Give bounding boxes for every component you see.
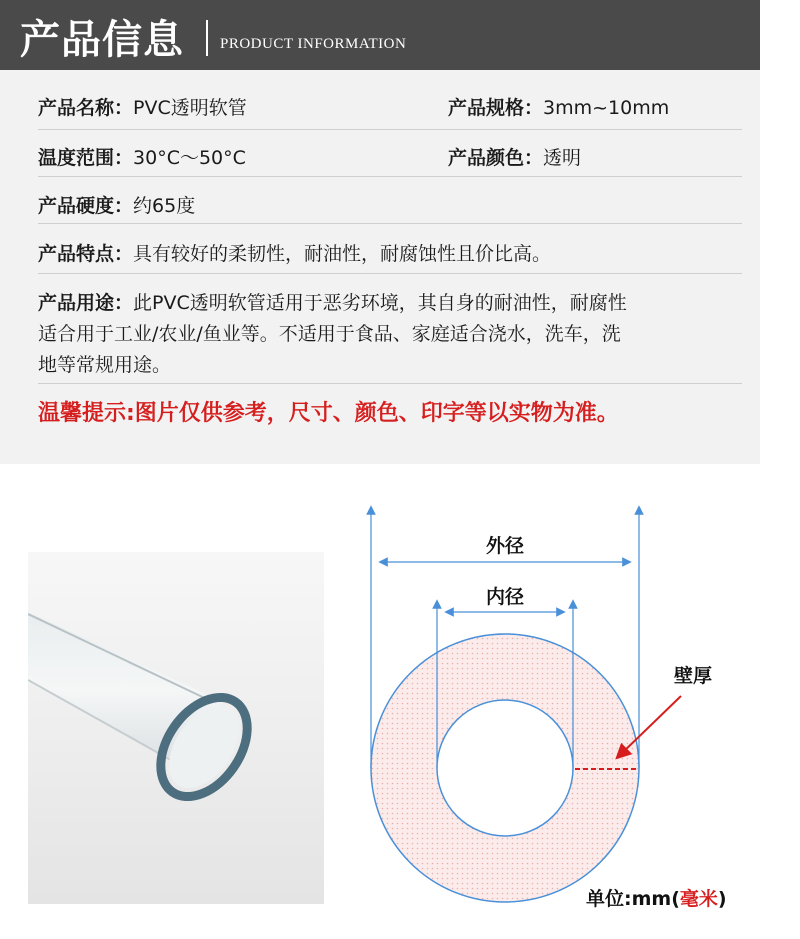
feature-value: 具有较好的柔韧性，耐油性，耐腐蚀性且价比高。 bbox=[133, 243, 552, 265]
info-panel bbox=[0, 70, 760, 464]
usage-line-2: 适合用于工业/农业/鱼业等。不适用于食品、家庭适合浇水，洗车，洗 bbox=[38, 323, 621, 345]
temp-label: 温度范围： bbox=[38, 147, 134, 169]
info-row-temp-color bbox=[38, 142, 742, 174]
wall-thickness-label: 壁厚 bbox=[673, 665, 713, 687]
inner-circle bbox=[437, 700, 573, 836]
section-title: 产品信息 bbox=[20, 17, 184, 63]
usage-line-1: 此PVC透明软管适用于恶劣环境，其自身的耐油性，耐腐性 bbox=[133, 292, 627, 314]
name-value: PVC透明软管 bbox=[133, 97, 247, 119]
unit-suffix: ) bbox=[717, 888, 727, 910]
row-divider bbox=[38, 223, 742, 224]
info-row-usage bbox=[38, 288, 742, 381]
inner-diameter-label: 内径 bbox=[485, 586, 525, 608]
row-divider bbox=[38, 273, 742, 274]
name-label: 产品名称： bbox=[38, 97, 134, 119]
info-row-name-spec bbox=[38, 92, 742, 124]
spec-label: 产品规格： bbox=[448, 97, 544, 119]
ring-diagram bbox=[345, 496, 755, 910]
title-divider bbox=[206, 20, 208, 56]
usage-label: 产品用途： bbox=[38, 292, 134, 314]
section-header bbox=[0, 0, 760, 70]
section-subtitle: PRODUCT INFORMATION bbox=[220, 36, 407, 52]
dimension-diagram bbox=[345, 496, 755, 910]
row-divider bbox=[38, 129, 742, 130]
usage-line-3: 地等常规用途。 bbox=[38, 354, 172, 376]
feature-label: 产品特点： bbox=[38, 243, 134, 265]
color-label: 产品颜色： bbox=[448, 147, 544, 169]
outer-diameter-label: 外径 bbox=[485, 535, 525, 557]
hardness-label: 产品硬度： bbox=[38, 195, 134, 217]
info-row-feature bbox=[38, 238, 742, 270]
unit-prefix: 单位:mm( bbox=[586, 888, 680, 910]
info-row-hardness bbox=[38, 190, 742, 222]
temp-value: 30°C～50°C bbox=[133, 147, 246, 169]
product-photo bbox=[28, 552, 324, 904]
hardness-value: 约65度 bbox=[133, 195, 196, 217]
row-divider bbox=[38, 383, 742, 384]
unit-note bbox=[586, 884, 727, 911]
row-divider bbox=[38, 176, 742, 177]
color-value: 透明 bbox=[543, 147, 582, 169]
spec-value: 3mm~10mm bbox=[543, 97, 670, 119]
unit-red: 毫米 bbox=[679, 888, 718, 910]
tube-illustration bbox=[28, 552, 324, 904]
warm-tip: 温馨提示:图片仅供参考，尺寸、颜色、印字等以实物为准。 bbox=[38, 401, 619, 426]
